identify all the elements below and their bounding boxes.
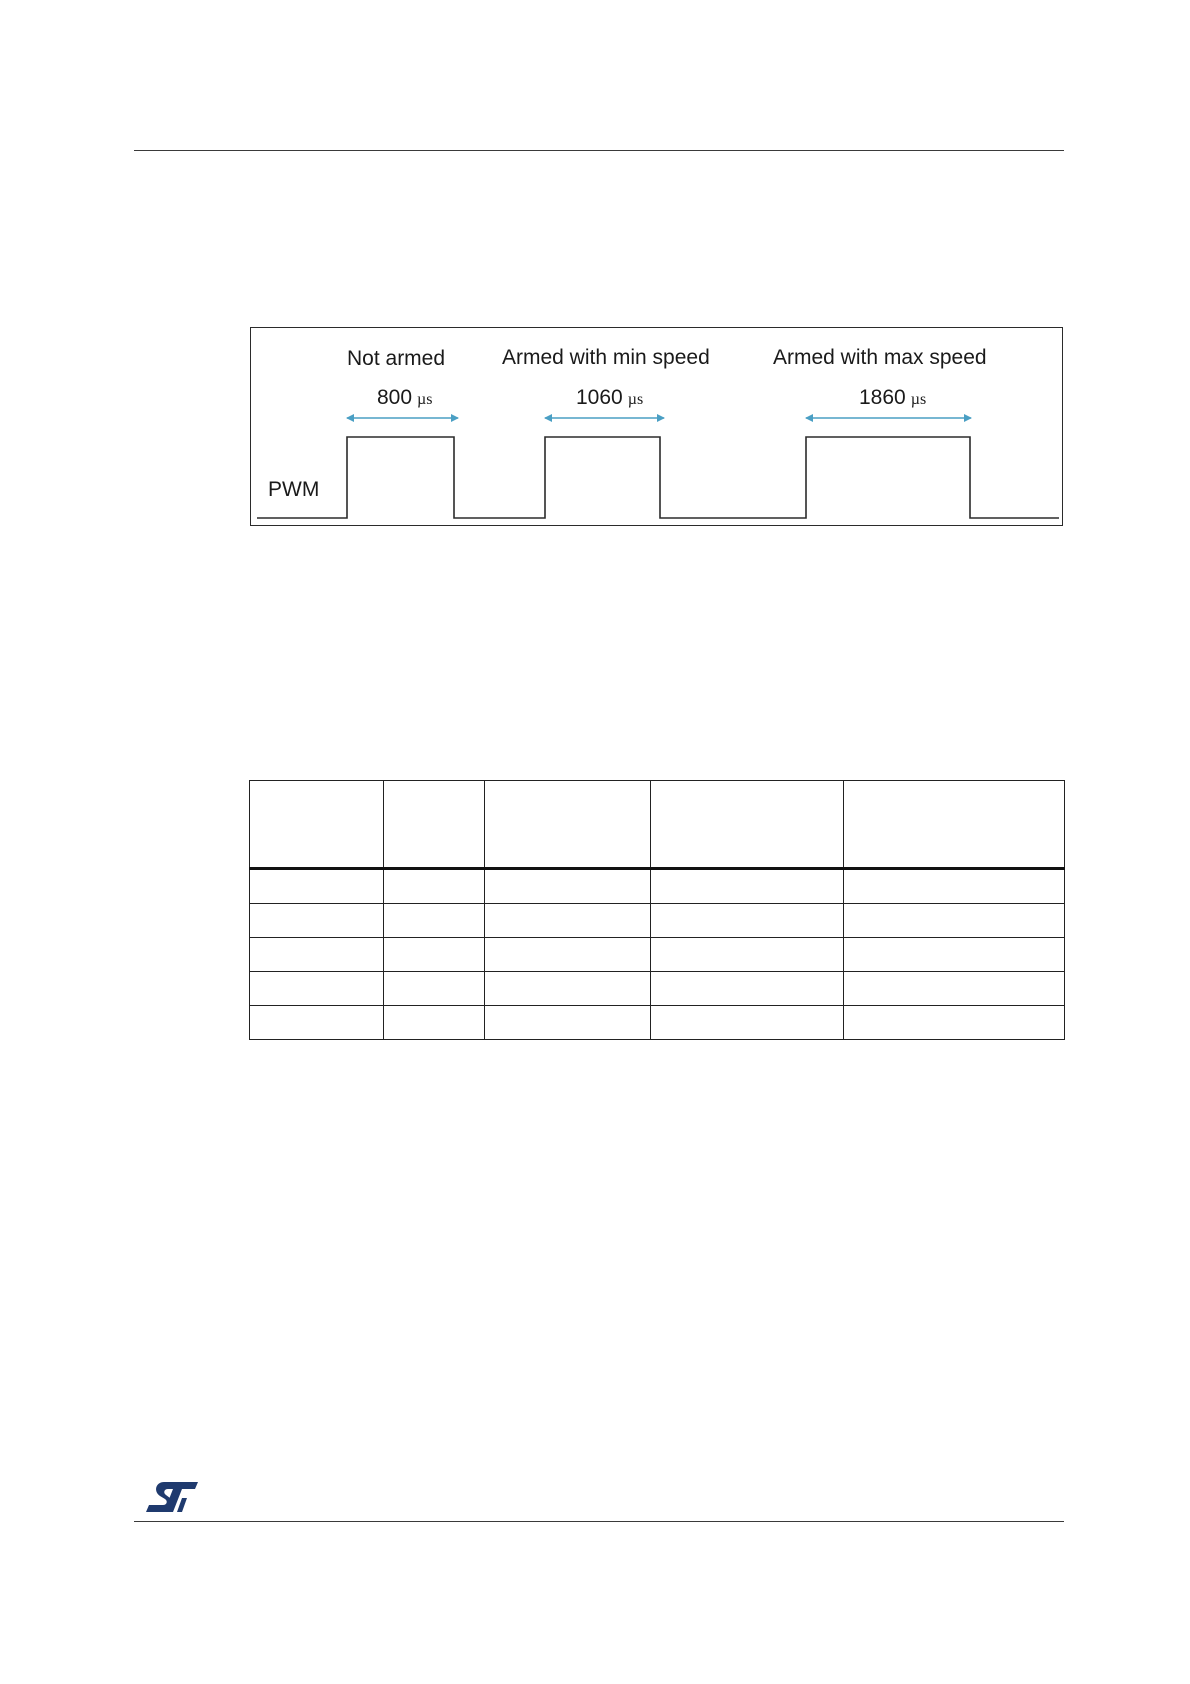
table-cell [384, 869, 485, 904]
table-cell [485, 1006, 651, 1040]
table-row [250, 1006, 1065, 1040]
table-cell [485, 972, 651, 1006]
table-cell [485, 869, 651, 904]
duration-unit: µs [627, 391, 644, 408]
table-row [250, 869, 1065, 904]
footer-rule [134, 1521, 1064, 1522]
table-cell [250, 904, 384, 938]
st-logo-icon [142, 1480, 202, 1514]
duration-value: 1060 [576, 386, 623, 409]
table-header-row [250, 781, 1065, 869]
table-cell [250, 972, 384, 1006]
duration-unit: µs [417, 391, 433, 408]
duration-label-not-armed [377, 386, 433, 410]
pwm-timing-diagram [250, 327, 1063, 526]
table-header-cell [384, 781, 485, 869]
table-cell [844, 938, 1065, 972]
table-cell [384, 972, 485, 1006]
table-cell [250, 938, 384, 972]
table-cell [485, 938, 651, 972]
table-header-cell [485, 781, 651, 869]
table-cell [651, 869, 844, 904]
signal-label: PWM [268, 478, 320, 501]
table-cell [651, 904, 844, 938]
duration-label-min-speed [576, 386, 643, 410]
table-cell [250, 1006, 384, 1040]
table-header-cell [844, 781, 1065, 869]
duration-value: 1860 [859, 386, 906, 409]
table-row [250, 938, 1065, 972]
table-cell [485, 904, 651, 938]
st-logo [142, 1480, 202, 1514]
table-cell [384, 938, 485, 972]
pwm-waveform [257, 437, 1059, 518]
table-cell [651, 1006, 844, 1040]
state-title-max-speed: Armed with max speed [773, 346, 987, 369]
state-title-not-armed: Not armed [347, 347, 446, 370]
table-cell [651, 938, 844, 972]
table-cell [844, 1006, 1065, 1040]
duration-label-max-speed [859, 386, 926, 410]
table-row [250, 904, 1065, 938]
table-cell [844, 904, 1065, 938]
data-table [249, 780, 1065, 1040]
header-rule [134, 150, 1064, 151]
table-cell [384, 904, 485, 938]
table-header-cell [250, 781, 384, 869]
table-cell [844, 972, 1065, 1006]
table-row [250, 972, 1065, 1006]
table-header-cell [651, 781, 844, 869]
table-cell [250, 869, 384, 904]
table-cell [384, 1006, 485, 1040]
table-cell [651, 972, 844, 1006]
duration-value: 800 [377, 386, 413, 409]
duration-unit: µs [910, 391, 927, 408]
state-title-min-speed: Armed with min speed [502, 346, 710, 369]
table-cell [844, 869, 1065, 904]
